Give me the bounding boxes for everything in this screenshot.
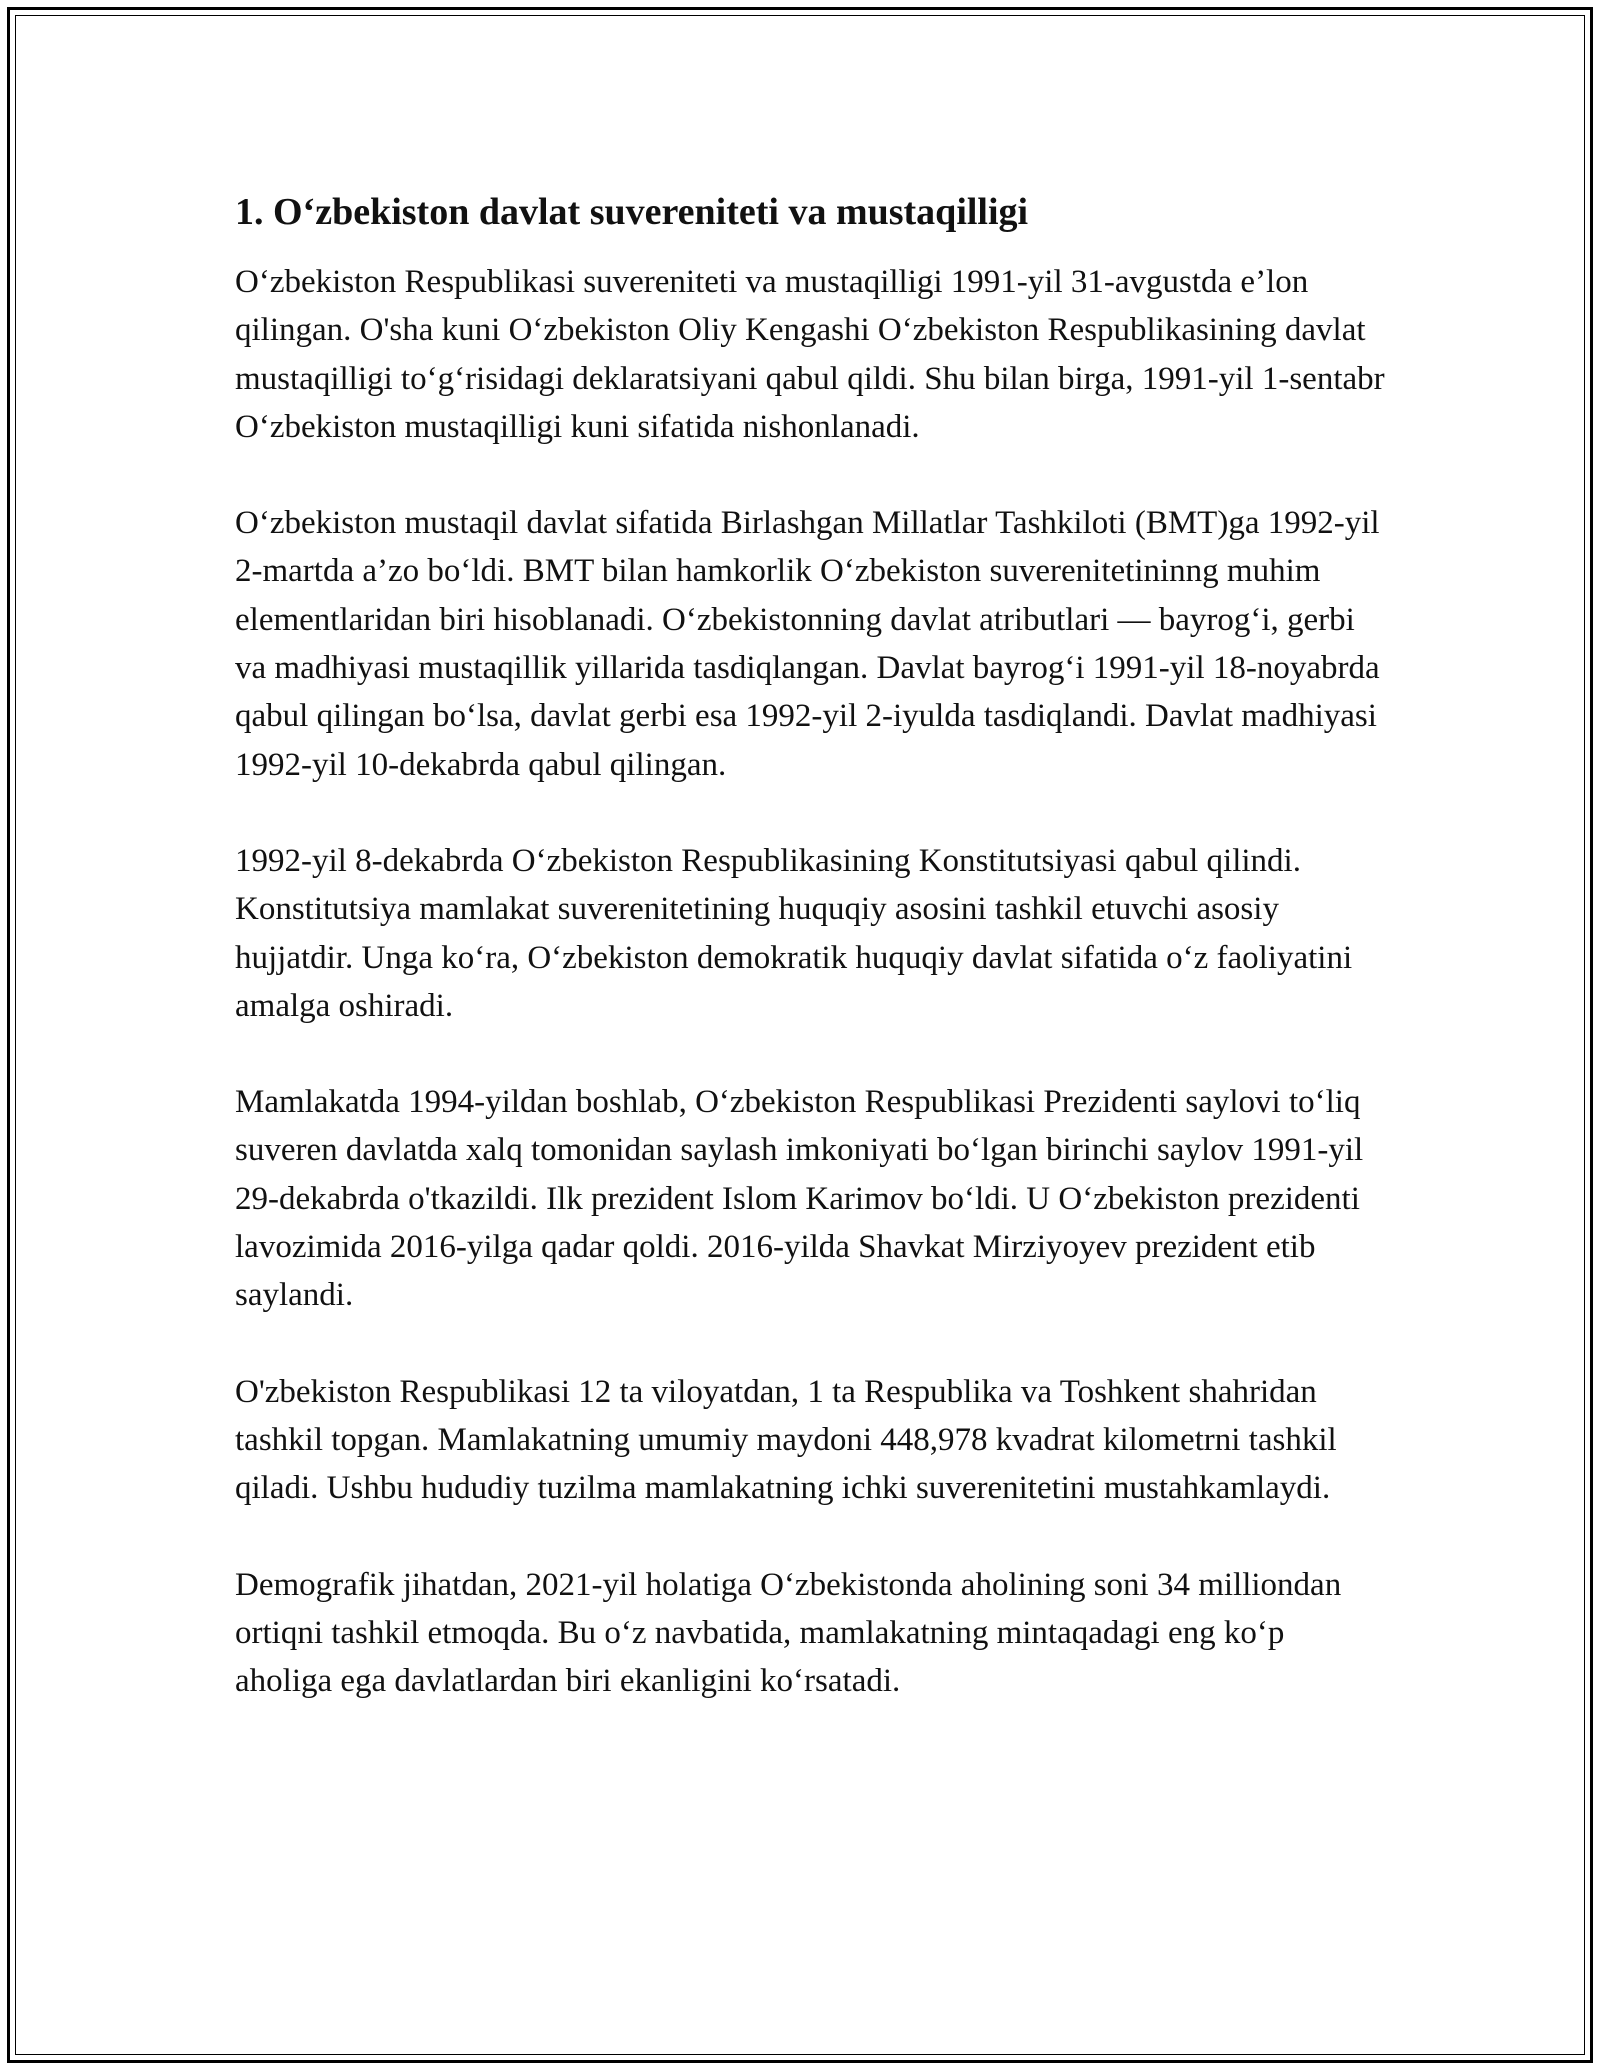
paragraph-un-membership: O‘zbekiston mustaqil davlat sifatida Birlashgan Millatlar Tashkiloti (BMT)ga 1992-yil 2-martda a’zo bo‘ldi. BMT bilan hamkorlik O‘zbekiston suverenitetininng muhim elementlaridan biri hisoblanadi. O‘zbekistonning davlat atributlari — bayrog‘i, gerbi va madhiyasi mustaqillik yillarida tasdiqlangan. Davlat bayrog‘i 1991-yil 18-noyabrda qabul qilingan bo‘lsa, davlat gerbi esa 1992-yil 2-iyulda tasdiqlandi. Davlat madhiyasi 1992-yil 10-dekabrda qabul qilingan. [235,505,1380,783]
document-title: 1. O‘zbekiston davlat suvereniteti va mustaqilligi [235,191,1029,233]
paragraph-demographics: Demografik jihatdan, 2021-yil holatiga O‘zbekistonda aholining soni 34 milliondan ortiqni tashkil etmoqda. Bu o‘z navbatida, mamlakatning mintaqadagi eng ko‘p aholiga ega davlatlardan biri ekanligini ko‘rsatadi. [235,1566,1342,1700]
paragraph-sovereignty: O‘zbekiston Respublikasi suvereniteti va mustaqilligi 1991-yil 31-avgustda e’lon qilingan. O'sha kuni O‘zbekiston Oliy Kengashi O‘zbekiston Respublikasining davlat mustaqilligi to‘g‘risidagi deklaratsiyani qabul qildi. Shu bilan birga, 1991-yil 1-sentabr O‘zbekiston mustaqilligi kuni sifatida nishonlanadi. [235,264,1385,445]
paragraph-territory: O'zbekiston Respublikasi 12 ta viloyatdan, 1 ta Respublika va Toshkent shahridan tashkil topgan. Mamlakatning umumiy maydoni 448,978 kvadrat kilometrni tashkil qiladi. Ushbu hududiy tuzilma mamlakatning ichki suverenitetini mustahkamlaydi. [235,1373,1337,1507]
document-body [235,188,1385,1753]
paragraph-constitution: 1992-yil 8-dekabrda O‘zbekiston Respublikasining Konstitutsiyasi qabul qilindi. Konstitutsiya mamlakat suverenitetining huquqiy asosini tashkil etuvchi asosiy hujjatdir. Unga ko‘ra, O‘zbekiston demokratik huquqiy davlat sifatida o‘z faoliyatini amalga oshiradi. [235,842,1353,1024]
paragraph-presidency: Mamlakatda 1994-yildan boshlab, O‘zbekiston Respublikasi Prezidenti saylovi to‘liq suveren davlatda xalq tomonidan saylash imkoniyati bo‘lgan birinchi saylov 1991-yil 29-dekabrda o'tkazildi. Ilk prezident Islom Karimov bo‘ldi. U O‘zbekiston prezidenti lavozimida 2016-yilga qadar qoldi. 2016-yilda Shavkat Mirziyoyev prezident etib saylandi. [235,1084,1364,1314]
